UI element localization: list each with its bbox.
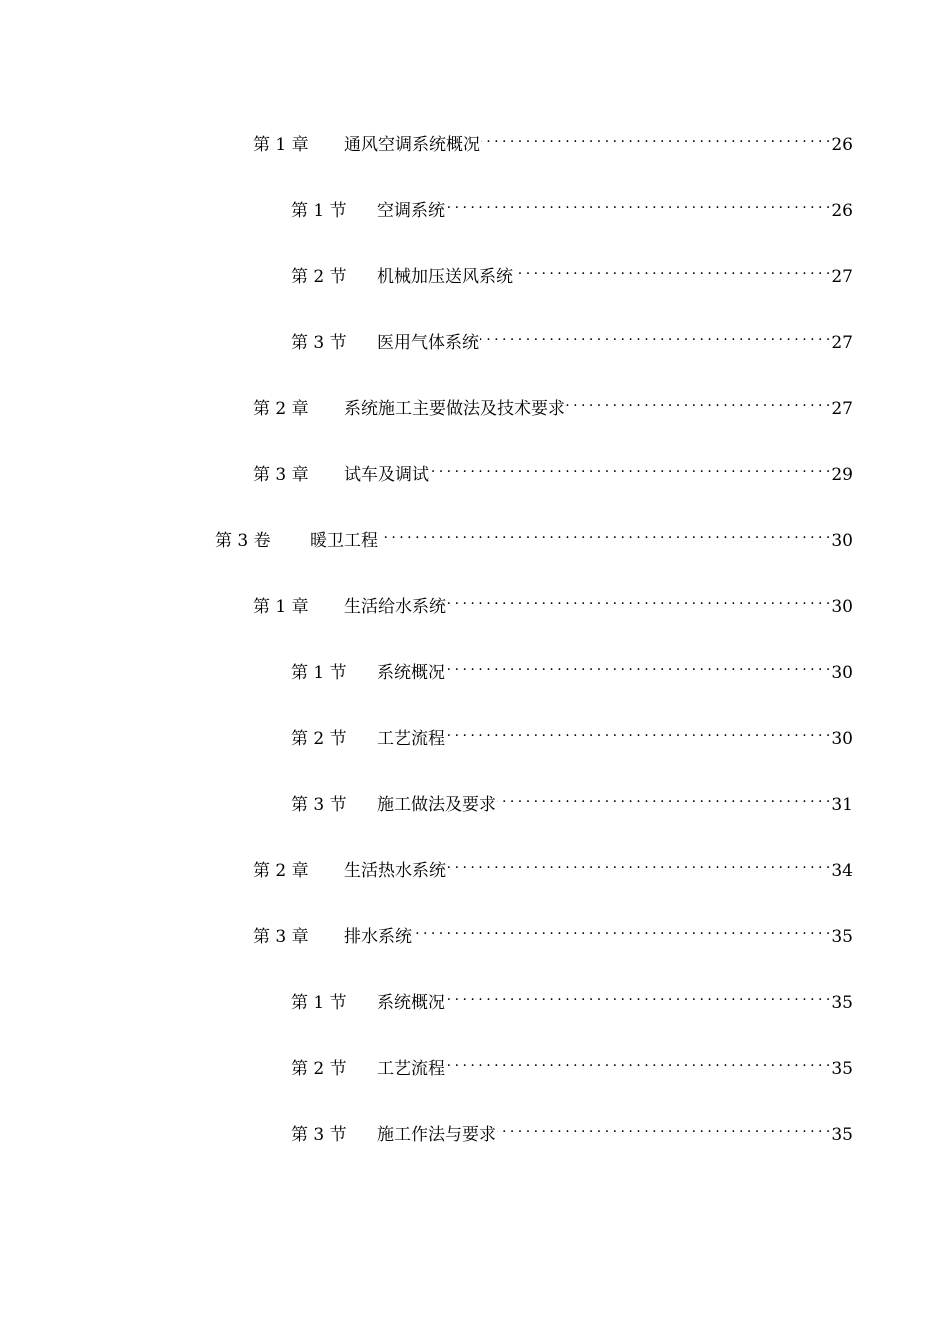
entry-number: 第 3 节: [291, 1125, 347, 1145]
dot-leader: [446, 720, 830, 744]
entry-page-number: 34: [831, 861, 853, 881]
entry-number: 第 2 节: [291, 267, 347, 287]
entry-page-number: 31: [831, 795, 853, 815]
dot-leader: [447, 588, 830, 612]
entry-number: 第 2 章: [253, 861, 309, 881]
entry-page-number: 30: [831, 597, 853, 617]
entry-title: 系统概况: [377, 993, 445, 1013]
entry-page-number: 26: [831, 135, 853, 155]
dot-leader: [446, 984, 830, 1008]
entry-number: 第 1 节: [291, 993, 347, 1013]
entry-page-number: 27: [831, 333, 853, 353]
entry-number: 第 1 章: [253, 597, 309, 617]
entry-title: 暖卫工程: [310, 531, 378, 551]
entry-title: 通风空调系统概况: [344, 135, 480, 155]
toc-entry-chapter[interactable]: [253, 588, 853, 617]
entry-page-number: 29: [831, 465, 853, 485]
entry-title: 工艺流程: [377, 729, 445, 749]
dot-leader: [430, 456, 830, 480]
dot-leader: [566, 390, 830, 414]
toc-entry-chapter[interactable]: [253, 918, 853, 947]
toc-entry-volume[interactable]: [215, 522, 853, 551]
entry-number: 第 2 节: [291, 729, 347, 749]
dot-leader: [446, 654, 830, 678]
entry-number: 第 3 卷: [215, 531, 271, 551]
entry-page-number: 30: [831, 531, 853, 551]
entry-page-number: 30: [831, 729, 853, 749]
entry-title: 系统施工主要做法及技术要求: [344, 399, 565, 419]
dot-leader: [446, 1050, 830, 1074]
dot-leader: [497, 1116, 830, 1140]
dot-leader: [497, 786, 830, 810]
entry-page-number: 35: [831, 1125, 853, 1145]
entry-title: 试车及调试: [344, 465, 429, 485]
entry-number: 第 3 章: [253, 927, 309, 947]
toc-entry-section[interactable]: [291, 1050, 853, 1079]
toc-entry-chapter[interactable]: [253, 126, 853, 155]
entry-title: 空调系统: [377, 201, 445, 221]
entry-number: 第 3 节: [291, 795, 347, 815]
entry-number: 第 1 节: [291, 663, 347, 683]
entry-number: 第 1 章: [253, 135, 309, 155]
toc-entry-chapter[interactable]: [253, 852, 853, 881]
entry-page-number: 35: [831, 927, 853, 947]
entry-page-number: 26: [831, 201, 853, 221]
entry-title: 施工做法及要求: [377, 795, 496, 815]
toc-entry-section[interactable]: [291, 720, 853, 749]
dot-leader: [481, 126, 830, 150]
toc-entry-section[interactable]: [291, 192, 853, 221]
toc-entry-section[interactable]: [291, 1116, 853, 1145]
toc-entry-chapter[interactable]: [253, 456, 853, 485]
entry-page-number: 27: [831, 399, 853, 419]
dot-leader: [379, 522, 830, 546]
entry-number: 第 2 节: [291, 1059, 347, 1079]
entry-page-number: 30: [831, 663, 853, 683]
entry-number: 第 1 节: [291, 201, 347, 221]
dot-leader: [480, 324, 830, 348]
entry-title: 工艺流程: [377, 1059, 445, 1079]
dot-leader: [413, 918, 830, 942]
entry-page-number: 35: [831, 993, 853, 1013]
toc-entry-section[interactable]: [291, 984, 853, 1013]
toc-entry-section[interactable]: [291, 258, 853, 287]
entry-page-number: 27: [831, 267, 853, 287]
entry-page-number: 35: [831, 1059, 853, 1079]
entry-title: 医用气体系统: [377, 333, 479, 353]
toc-entry-chapter[interactable]: [253, 390, 853, 419]
entry-title: 生活给水系统: [344, 597, 446, 617]
dot-leader: [447, 852, 830, 876]
entry-title: 系统概况: [377, 663, 445, 683]
toc-entry-section[interactable]: [291, 654, 853, 683]
toc-entry-section[interactable]: [291, 786, 853, 815]
dot-leader: [514, 258, 830, 282]
dot-leader: [446, 192, 830, 216]
entry-number: 第 3 章: [253, 465, 309, 485]
entry-number: 第 2 章: [253, 399, 309, 419]
entry-title: 施工作法与要求: [377, 1125, 496, 1145]
entry-title: 生活热水系统: [344, 861, 446, 881]
entry-number: 第 3 节: [291, 333, 347, 353]
toc-entry-section[interactable]: [291, 324, 853, 353]
entry-title: 机械加压送风系统: [377, 267, 513, 287]
entry-title: 排水系统: [344, 927, 412, 947]
